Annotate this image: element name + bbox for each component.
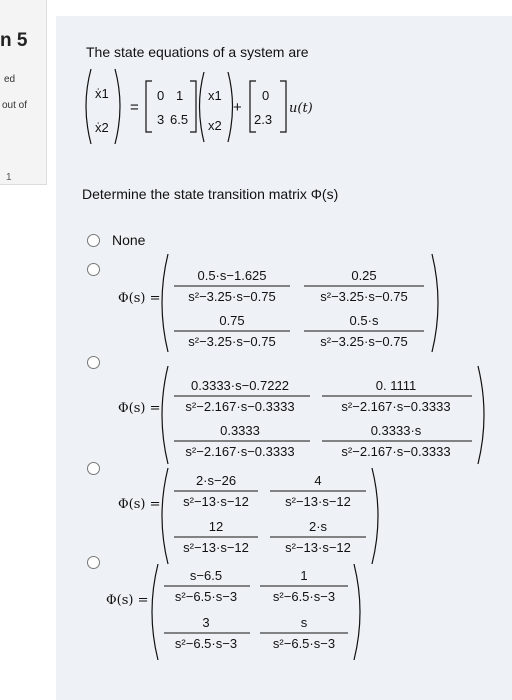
option-3-den-11: s²−13·s−12 — [183, 494, 249, 509]
option-2-den-12: s²−2.167·s−0.3333 — [341, 399, 451, 414]
a12: 1 — [176, 88, 184, 103]
option-1-den-21: s²−3.25·s−0.75 — [188, 334, 276, 349]
option-3-lhs: Φ(s) = — [118, 497, 161, 512]
option-2-expression[interactable] — [106, 360, 496, 470]
flag-indicator: 1 — [6, 172, 12, 183]
option-4-den-22: s²−6.5·s−3 — [272, 636, 336, 651]
option-3-expression[interactable] — [106, 466, 396, 570]
question-info-panel — [0, 0, 47, 185]
radio-option-4[interactable] — [87, 556, 100, 569]
option-3-num-12: 4 — [314, 473, 322, 488]
radio-option-2[interactable] — [87, 356, 100, 369]
question-marks: out of — [2, 100, 28, 111]
option-4-den-21: s²−6.5·s−3 — [174, 636, 238, 651]
option-1-expression[interactable] — [106, 248, 456, 358]
option-1-den-22: s²−3.25·s−0.75 — [320, 334, 408, 349]
option-1-num-21: 0.75 — [219, 313, 245, 328]
option-2-num-12: 0. 1111 — [375, 378, 417, 393]
b1: 0 — [262, 88, 270, 103]
option-3-num-22: 2·s — [308, 519, 328, 534]
option-2-den-21: s²−2.167·s−0.3333 — [185, 444, 295, 459]
option-none-label: None — [112, 232, 146, 248]
question-content — [56, 16, 512, 700]
question-intro: The state equations of a system are — [86, 44, 309, 60]
option-3-den-22: s²−13·s−12 — [285, 540, 351, 555]
plus-sign: + — [233, 99, 242, 116]
option-1-den-11: s²−3.25·s−0.75 — [188, 289, 276, 304]
equals-sign: = — [130, 99, 139, 116]
option-2-num-11: 0.3333·s−0.7222 — [191, 378, 289, 393]
state-equation — [78, 60, 338, 156]
option-1-num-22: 0.5·s — [349, 313, 379, 328]
xdot2: ẋ2 — [95, 120, 109, 135]
a21: 3 — [157, 112, 165, 127]
radio-none[interactable] — [87, 234, 100, 247]
option-1-num-11: 0.5·s−1.625 — [197, 268, 267, 283]
x2: x2 — [208, 118, 222, 133]
option-2-num-21: 0.3333 — [220, 423, 260, 438]
radio-option-1[interactable] — [87, 263, 100, 276]
option-2-den-11: s²−2.167·s−0.3333 — [185, 399, 295, 414]
option-3-num-21: 12 — [208, 519, 224, 534]
question-number: n 5 — [0, 30, 28, 51]
option-1-num-12: 0.25 — [351, 268, 377, 283]
question-status: ed — [4, 74, 16, 85]
option-1-den-12: s²−3.25·s−0.75 — [320, 289, 408, 304]
question-prompt: Determine the state transition matrix Φ(s) — [82, 186, 339, 202]
a11: 0 — [157, 88, 165, 103]
option-2-num-22: 0.3333·s — [370, 423, 422, 438]
option-3-den-12: s²−13·s−12 — [285, 494, 351, 509]
option-4-num-12: 1 — [300, 568, 308, 583]
option-2-lhs: Φ(s) = — [118, 401, 161, 416]
option-4-num-11: s−6.5 — [189, 568, 223, 583]
option-4-lhs: Φ(s) = — [106, 593, 149, 608]
radio-option-3[interactable] — [87, 462, 100, 475]
option-2-den-22: s²−2.167·s−0.3333 — [341, 444, 451, 459]
input-u: u(t) — [289, 101, 313, 116]
option-3-den-21: s²−13·s−12 — [183, 540, 249, 555]
option-4-num-21: 3 — [202, 615, 210, 630]
x1: x1 — [208, 88, 222, 103]
option-4-num-22: s — [300, 615, 308, 630]
option-4-den-11: s²−6.5·s−3 — [174, 589, 238, 604]
option-4-expression[interactable] — [106, 562, 376, 666]
xdot1: ẋ1 — [95, 86, 109, 101]
option-1-lhs: Φ(s) = — [118, 291, 161, 306]
b2: 2.3 — [254, 112, 273, 127]
a22: 6.5 — [170, 112, 189, 127]
option-4-den-12: s²−6.5·s−3 — [272, 589, 336, 604]
option-3-num-11: 2·s−26 — [195, 473, 237, 488]
